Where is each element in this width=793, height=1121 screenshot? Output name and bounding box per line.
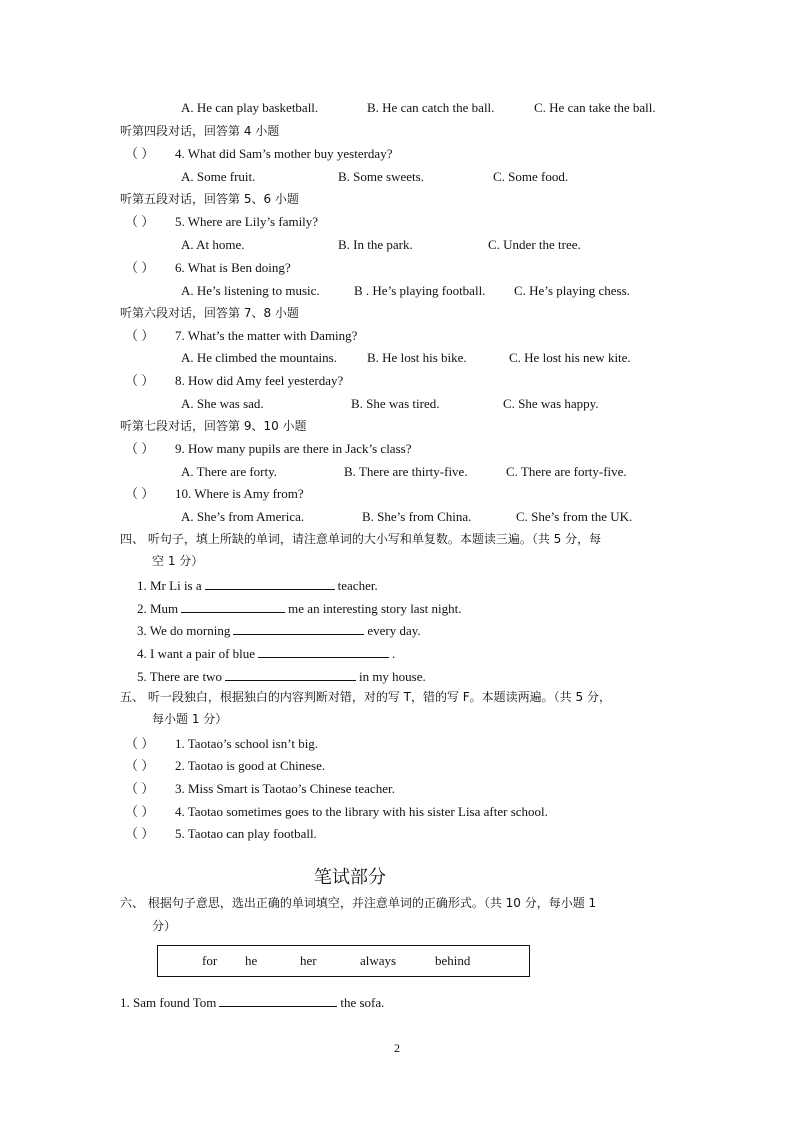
s5-item-3: （ ） 3. Miss Smart is Taotao’s Chinese teacher. [125, 781, 395, 796]
q3-option-a: A. He can play basketball. [181, 100, 319, 115]
section5-heading: 五、 听一段独白，根据独白的内容判断对错，对的写 T，错的写 F。本题读两遍。（共 5 分， [120, 690, 611, 704]
q4-row [125, 146, 392, 162]
q10-option-a: A. She’s from America. [181, 509, 305, 524]
answer-blank[interactable] [225, 668, 356, 681]
word-bank-word: for [202, 953, 218, 968]
s4-item-4: 4. I want a pair of blue . [137, 646, 396, 661]
s4-item-3: 3. We do morning every day. [137, 623, 421, 638]
q10-option-c: C. She’s from the UK. [516, 509, 633, 524]
q9-option-a: A. There are forty. [181, 464, 278, 479]
q5-option-b: B. In the park. [338, 237, 413, 252]
part7-instruction: 听第七段对话，回答第 9、10 小题 [120, 419, 307, 433]
word-bank-word: always [360, 953, 397, 968]
s6-item-1: 1. Sam found Tom the sofa. [120, 995, 385, 1010]
answer-blank[interactable] [181, 600, 285, 613]
q7-text: 7. What’s the matter with Daming? [175, 328, 358, 343]
q7-option-b: B. He lost his bike. [367, 350, 467, 365]
s4-item-2: 2. Mum me an interesting story last night. [137, 601, 462, 616]
q8-option-b: B. She was tired. [351, 396, 440, 411]
word-bank-word: he [245, 953, 258, 968]
s5-item-2: （ ） 2. Taotao is good at Chinese. [125, 758, 326, 773]
part5-instruction: 听第五段对话，回答第 5、6 小题 [120, 192, 299, 206]
part4-instruction: 听第四段对话，回答第 4 小题 [120, 124, 280, 138]
answer-paren[interactable]: （ ） [125, 781, 155, 796]
q7-row [125, 328, 357, 344]
q3-option-b: B. He can catch the ball. [367, 100, 495, 115]
answer-paren[interactable]: （ ） [125, 826, 155, 841]
q10-text: 10. Where is Amy from? [175, 486, 304, 501]
q9-text: 9. How many pupils are there in Jack’s class? [175, 441, 412, 456]
q6-option-b: B . He’s playing football. [354, 283, 486, 298]
q5-option-c: C. Under the tree. [488, 237, 581, 252]
q8-option-a: A. She was sad. [181, 396, 264, 411]
answer-paren[interactable]: （ ） [125, 804, 155, 819]
q5-text: 5. Where are Lily’s family? [175, 214, 319, 229]
section6-heading-cont: 分） [152, 919, 177, 933]
q10-option-b: B. She’s from China. [362, 509, 472, 524]
q8-row [125, 373, 343, 389]
part6-instruction: 听第六段对话，回答第 7、8 小题 [120, 306, 299, 320]
word-bank-word: her [300, 953, 317, 968]
word-bank-box [157, 945, 530, 977]
q3-option-c: C. He can take the ball. [534, 100, 656, 115]
q7-option-a: A. He climbed the mountains. [181, 350, 337, 365]
s5-item-4: （ ） 4. Taotao sometimes goes to the library with his sister Lisa after school. [125, 804, 548, 819]
q6-option-a: A. He’s listening to music. [181, 283, 320, 298]
q5-row [125, 214, 318, 230]
written-part-title: 笔试部分 [314, 867, 386, 888]
answer-blank[interactable] [258, 645, 389, 658]
section4-heading-cont: 空 1 分） [152, 554, 204, 568]
q4-option-b: B. Some sweets. [338, 169, 424, 184]
q8-text: 8. How did Amy feel yesterday? [175, 373, 344, 388]
s4-item-5: 5. There are two in my house. [137, 669, 426, 684]
answer-paren[interactable]: （ ） [125, 146, 155, 161]
q7-option-c: C. He lost his new kite. [509, 350, 631, 365]
answer-blank[interactable] [219, 994, 337, 1007]
answer-paren[interactable]: （ ） [125, 214, 155, 229]
q5-option-a: A. At home. [181, 237, 245, 252]
q10-row [125, 486, 304, 502]
s4-item-1: 1. Mr Li is a teacher. [137, 578, 378, 593]
q6-text: 6. What is Ben doing? [175, 260, 291, 275]
q4-option-a: A. Some fruit. [181, 169, 256, 184]
answer-paren[interactable]: （ ） [125, 736, 155, 751]
answer-paren[interactable]: （ ） [125, 260, 155, 275]
answer-blank[interactable] [233, 622, 364, 635]
q9-option-b: B. There are thirty-five. [344, 464, 468, 479]
page-number: 2 [394, 1041, 400, 1055]
answer-paren[interactable]: （ ） [125, 328, 155, 343]
answer-paren[interactable]: （ ） [125, 486, 155, 501]
q6-row [125, 260, 291, 276]
word-bank-word: behind [435, 953, 471, 968]
q9-row [125, 441, 411, 457]
section4-heading: 四、 听句子，填上所缺的单词，请注意单词的大小写和单复数。本题读三遍。（共 5 分，每 [120, 532, 602, 546]
section6-heading: 六、 根据句子意思，选出正确的单词填空，并注意单词的正确形式。（共 10 分，每小题 1 [120, 896, 597, 910]
q4-text: 4. What did Sam’s mother buy yesterday? [175, 146, 393, 161]
s5-item-1: （ ） 1. Taotao’s school isn’t big. [125, 736, 319, 751]
q9-option-c: C. There are forty-five. [506, 464, 627, 479]
section5-heading-cont: 每小题 1 分） [152, 712, 228, 726]
answer-paren[interactable]: （ ） [125, 758, 155, 773]
answer-blank[interactable] [205, 577, 335, 590]
q8-option-c: C. She was happy. [503, 396, 599, 411]
q6-option-c: C. He’s playing chess. [514, 283, 630, 298]
q4-option-c: C. Some food. [493, 169, 569, 184]
answer-paren[interactable]: （ ） [125, 373, 155, 388]
answer-paren[interactable]: （ ） [125, 441, 155, 456]
s5-item-5: （ ） 5. Taotao can play football. [125, 826, 317, 841]
